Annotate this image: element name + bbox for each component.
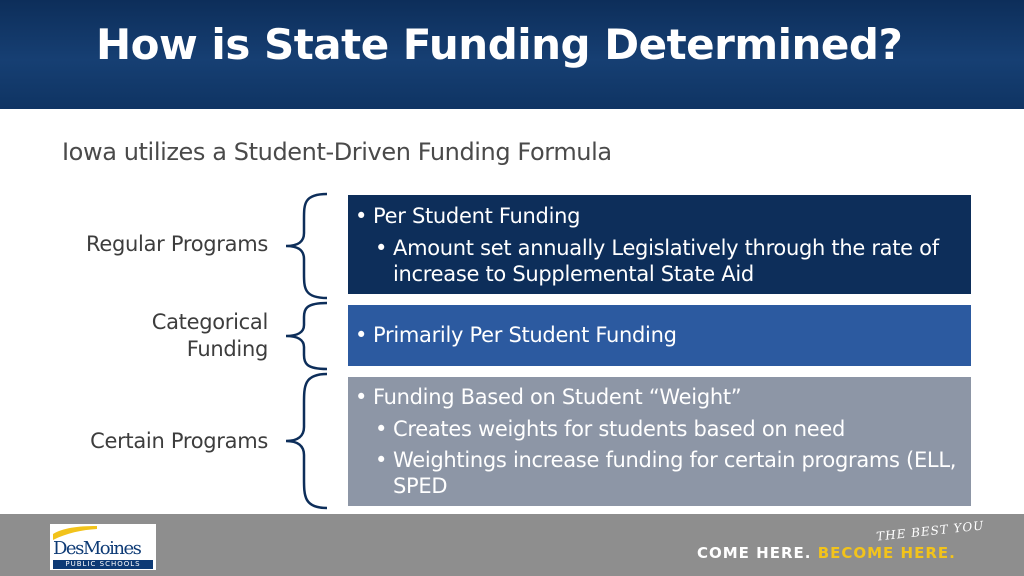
label-line: Regular Programs bbox=[86, 232, 268, 256]
label-line: Categorical bbox=[151, 310, 268, 334]
label-categorical-funding bbox=[18, 309, 268, 363]
tagline-part-2: BECOME HERE. bbox=[817, 544, 956, 562]
bullet-icon: • bbox=[375, 448, 388, 472]
brace-icon bbox=[282, 301, 332, 371]
slide-footer bbox=[0, 514, 1024, 576]
slide-title: How is State Funding Determined? bbox=[96, 20, 903, 69]
bullet-icon: • bbox=[355, 204, 368, 228]
bullet-icon: • bbox=[375, 417, 388, 441]
label-certain-programs bbox=[18, 428, 268, 455]
logo-subtext: PUBLIC SCHOOLS bbox=[53, 560, 153, 569]
bullet-icon: • bbox=[355, 323, 368, 347]
bullet-icon: • bbox=[355, 385, 368, 409]
logo-text: DesMoines bbox=[53, 538, 141, 559]
bullet-text: Creates weights for students based on need bbox=[393, 417, 846, 441]
content-box-regular bbox=[348, 195, 971, 294]
label-regular-programs bbox=[18, 231, 268, 258]
brace-icon bbox=[282, 372, 332, 510]
bullet-text: SPED bbox=[393, 474, 448, 498]
tagline bbox=[697, 544, 956, 562]
content-box-categorical bbox=[348, 305, 971, 366]
bullet-text: Amount set annually Legislatively through the rate of bbox=[393, 236, 939, 260]
brace-icon bbox=[282, 192, 332, 300]
tagline-script: THE BEST YOU bbox=[875, 518, 985, 544]
bullet-text: Funding Based on Student “Weight” bbox=[373, 385, 742, 409]
bullet-text: Per Student Funding bbox=[373, 204, 581, 228]
label-line: Funding bbox=[186, 337, 268, 361]
slide-subtitle: Iowa utilizes a Student-Driven Funding Formula bbox=[62, 138, 612, 166]
district-logo bbox=[50, 524, 156, 570]
bullet-text: increase to Supplemental State Aid bbox=[393, 262, 754, 286]
tagline-part-1: COME HERE. bbox=[697, 544, 818, 562]
bullet-text: Primarily Per Student Funding bbox=[373, 323, 677, 347]
content-box-certain bbox=[348, 377, 971, 506]
bullet-text: Weightings increase funding for certain programs (ELL, bbox=[393, 448, 957, 472]
slide-header bbox=[0, 0, 1024, 109]
label-line: Certain Programs bbox=[90, 429, 268, 453]
bullet-icon: • bbox=[375, 236, 388, 260]
